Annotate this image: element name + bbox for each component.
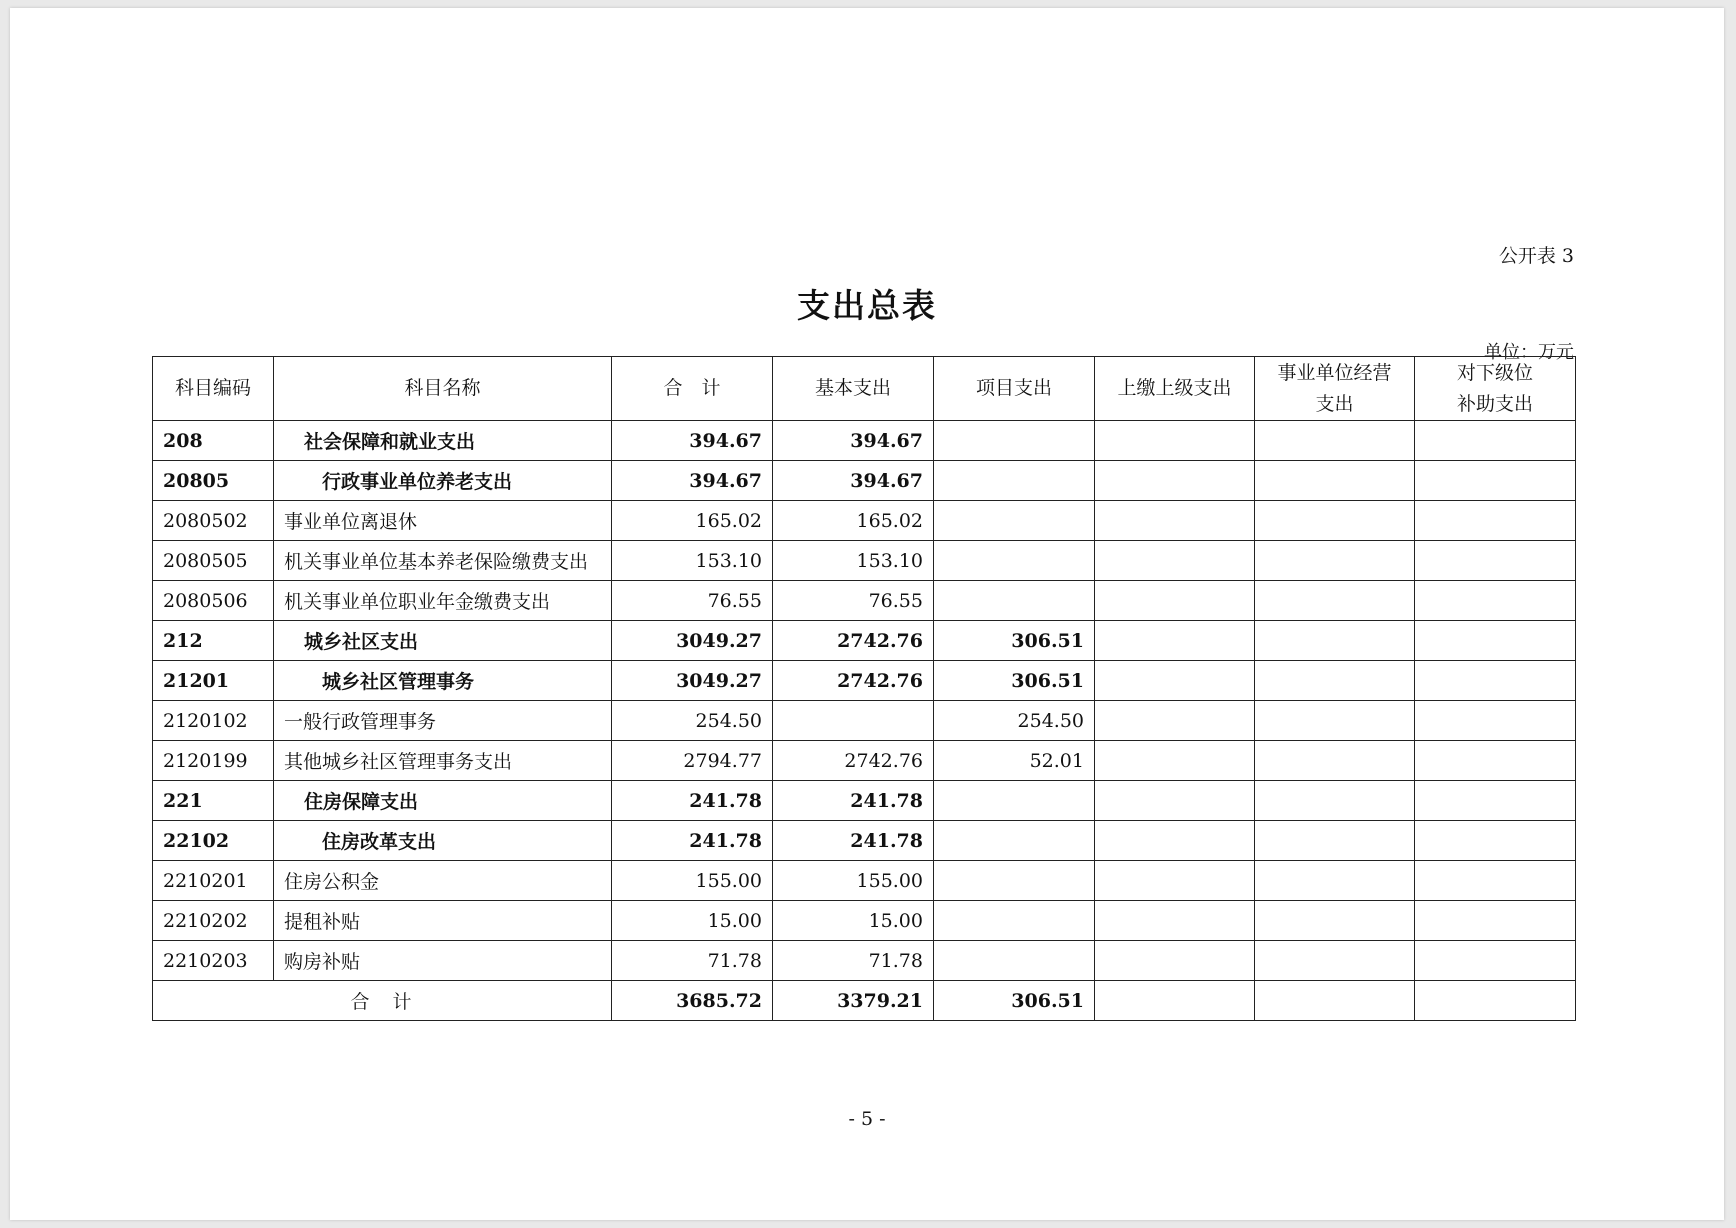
cell-project: 52.01 — [934, 741, 1095, 781]
cell-basic: 155.00 — [773, 861, 934, 901]
cell-subsidy — [1415, 741, 1576, 781]
cell-name: 一般行政管理事务 — [274, 701, 612, 741]
table-row — [153, 661, 1576, 701]
cell-code: 2080506 — [153, 581, 274, 621]
table-row — [153, 941, 1576, 981]
cell-basic: 76.55 — [773, 581, 934, 621]
header-project: 项目支出 — [934, 357, 1095, 421]
cell-total: 3049.27 — [612, 661, 773, 701]
cell-basic: 71.78 — [773, 941, 934, 981]
cell-code: 212 — [153, 621, 274, 661]
cell-project — [934, 501, 1095, 541]
cell-code: 2080505 — [153, 541, 274, 581]
cell-basic: 2742.76 — [773, 621, 934, 661]
cell-subsidy — [1415, 581, 1576, 621]
table-row — [153, 741, 1576, 781]
cell-business — [1255, 501, 1415, 541]
cell-project: 254.50 — [934, 701, 1095, 741]
table-total-row — [153, 981, 1576, 1021]
cell-upper — [1095, 781, 1255, 821]
cell-total: 71.78 — [612, 941, 773, 981]
header-code: 科目编码 — [153, 357, 274, 421]
cell-name: 购房补贴 — [274, 941, 612, 981]
cell-code: 2210201 — [153, 861, 274, 901]
cell-business — [1255, 741, 1415, 781]
cell-code: 2120199 — [153, 741, 274, 781]
cell-upper — [1095, 621, 1255, 661]
table-row — [153, 901, 1576, 941]
header-upper: 上缴上级支出 — [1095, 357, 1255, 421]
header-total: 合 计 — [612, 357, 773, 421]
cell-subsidy — [1415, 621, 1576, 661]
cell-business — [1255, 701, 1415, 741]
cell-subsidy — [1415, 421, 1576, 461]
cell-project — [934, 541, 1095, 581]
total-basic: 3379.21 — [773, 981, 934, 1021]
cell-subsidy — [1415, 541, 1576, 581]
header-subsidy: 对下级位补助支出 — [1415, 357, 1576, 421]
cell-project — [934, 941, 1095, 981]
table-row — [153, 421, 1576, 461]
total-label: 合 计 — [153, 981, 612, 1021]
cell-business — [1255, 421, 1415, 461]
cell-total: 394.67 — [612, 421, 773, 461]
cell-basic: 394.67 — [773, 461, 934, 501]
cell-code: 22102 — [153, 821, 274, 861]
cell-subsidy — [1415, 781, 1576, 821]
cell-name: 机关事业单位基本养老保险缴费支出 — [274, 541, 612, 581]
table-header-row — [153, 357, 1576, 421]
cell-name: 住房公积金 — [274, 861, 612, 901]
cell-basic: 2742.76 — [773, 661, 934, 701]
table-row — [153, 501, 1576, 541]
cell-business — [1255, 901, 1415, 941]
cell-code: 221 — [153, 781, 274, 821]
cell-name: 事业单位离退休 — [274, 501, 612, 541]
cell-subsidy — [1415, 821, 1576, 861]
cell-total: 3049.27 — [612, 621, 773, 661]
cell-basic: 15.00 — [773, 901, 934, 941]
cell-code: 21201 — [153, 661, 274, 701]
cell-business — [1255, 781, 1415, 821]
cell-basic: 2742.76 — [773, 741, 934, 781]
cell-name: 城乡社区支出 — [274, 621, 612, 661]
cell-business — [1255, 941, 1415, 981]
table-row — [153, 701, 1576, 741]
cell-total: 155.00 — [612, 861, 773, 901]
table-row — [153, 461, 1576, 501]
page-number: - 5 - — [848, 1108, 886, 1130]
cell-name: 提租补贴 — [274, 901, 612, 941]
cell-project — [934, 461, 1095, 501]
cell-upper — [1095, 741, 1255, 781]
cell-basic: 165.02 — [773, 501, 934, 541]
cell-code: 208 — [153, 421, 274, 461]
header-basic: 基本支出 — [773, 357, 934, 421]
cell-upper — [1095, 461, 1255, 501]
cell-project — [934, 901, 1095, 941]
cell-business — [1255, 861, 1415, 901]
cell-code: 2210202 — [153, 901, 274, 941]
form-number: 公开表 3 — [1498, 245, 1574, 267]
table-row — [153, 821, 1576, 861]
total-upper — [1095, 981, 1255, 1021]
page-title: 支出总表 — [797, 286, 937, 325]
cell-business — [1255, 581, 1415, 621]
cell-total: 241.78 — [612, 781, 773, 821]
cell-project — [934, 821, 1095, 861]
cell-project — [934, 861, 1095, 901]
cell-basic: 241.78 — [773, 821, 934, 861]
cell-upper — [1095, 701, 1255, 741]
cell-upper — [1095, 821, 1255, 861]
cell-total: 394.67 — [612, 461, 773, 501]
cell-business — [1255, 661, 1415, 701]
cell-basic: 153.10 — [773, 541, 934, 581]
cell-name: 其他城乡社区管理事务支出 — [274, 741, 612, 781]
cell-project — [934, 781, 1095, 821]
cell-subsidy — [1415, 861, 1576, 901]
cell-code: 2120102 — [153, 701, 274, 741]
cell-total: 76.55 — [612, 581, 773, 621]
cell-name: 住房保障支出 — [274, 781, 612, 821]
table-row — [153, 541, 1576, 581]
cell-subsidy — [1415, 501, 1576, 541]
cell-subsidy — [1415, 461, 1576, 501]
cell-subsidy — [1415, 941, 1576, 981]
cell-name: 社会保障和就业支出 — [274, 421, 612, 461]
table-row — [153, 781, 1576, 821]
cell-upper — [1095, 581, 1255, 621]
cell-total: 165.02 — [612, 501, 773, 541]
cell-code: 20805 — [153, 461, 274, 501]
cell-name: 机关事业单位职业年金缴费支出 — [274, 581, 612, 621]
table-row — [153, 861, 1576, 901]
unit-note: 单位：万元 — [1484, 342, 1574, 363]
cell-total: 15.00 — [612, 901, 773, 941]
cell-basic: 394.67 — [773, 421, 934, 461]
cell-total: 153.10 — [612, 541, 773, 581]
cell-upper — [1095, 901, 1255, 941]
cell-project — [934, 581, 1095, 621]
cell-business — [1255, 621, 1415, 661]
cell-project — [934, 421, 1095, 461]
cell-project: 306.51 — [934, 621, 1095, 661]
cell-project: 306.51 — [934, 661, 1095, 701]
cell-subsidy — [1415, 901, 1576, 941]
cell-name: 行政事业单位养老支出 — [274, 461, 612, 501]
cell-business — [1255, 821, 1415, 861]
cell-subsidy — [1415, 661, 1576, 701]
cell-basic — [773, 701, 934, 741]
cell-business — [1255, 541, 1415, 581]
cell-code: 2210203 — [153, 941, 274, 981]
cell-basic: 241.78 — [773, 781, 934, 821]
cell-upper — [1095, 861, 1255, 901]
cell-upper — [1095, 501, 1255, 541]
cell-subsidy — [1415, 701, 1576, 741]
table-row — [153, 581, 1576, 621]
cell-name: 城乡社区管理事务 — [274, 661, 612, 701]
cell-upper — [1095, 941, 1255, 981]
total-business — [1255, 981, 1415, 1021]
total-subsidy — [1415, 981, 1576, 1021]
cell-upper — [1095, 541, 1255, 581]
cell-code: 2080502 — [153, 501, 274, 541]
cell-upper — [1095, 421, 1255, 461]
header-name: 科目名称 — [274, 357, 612, 421]
cell-total: 2794.77 — [612, 741, 773, 781]
cell-upper — [1095, 661, 1255, 701]
table-row — [153, 621, 1576, 661]
total-sum: 3685.72 — [612, 981, 773, 1021]
expenditure-table — [152, 356, 1576, 1021]
document-page — [10, 8, 1724, 1220]
total-project: 306.51 — [934, 981, 1095, 1021]
header-business: 事业单位经营支出 — [1255, 357, 1415, 421]
cell-total: 241.78 — [612, 821, 773, 861]
cell-business — [1255, 461, 1415, 501]
cell-name: 住房改革支出 — [274, 821, 612, 861]
cell-total: 254.50 — [612, 701, 773, 741]
